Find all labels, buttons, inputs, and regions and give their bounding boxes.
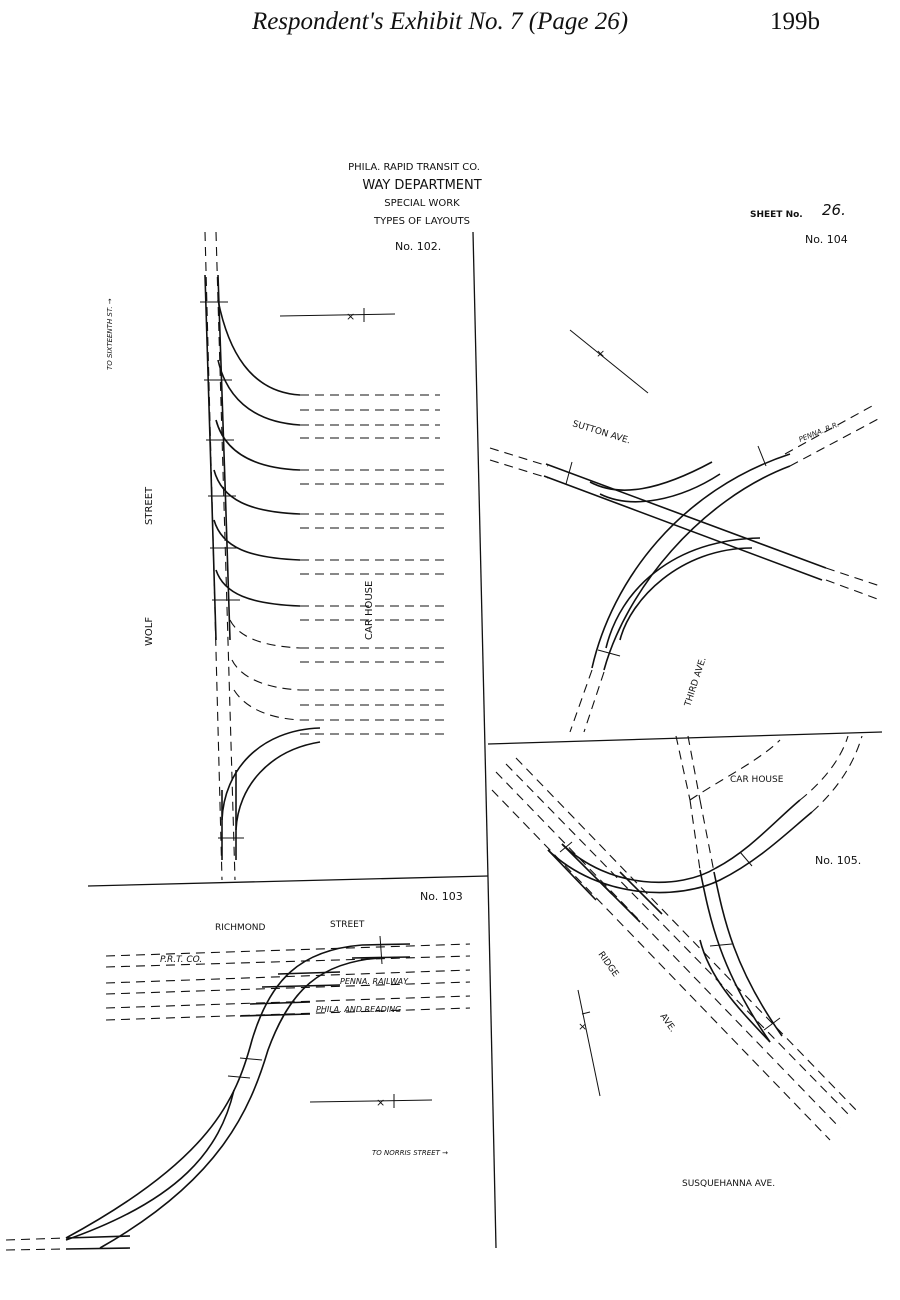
- track-label-prt: P.R.T. CO.: [160, 955, 203, 965]
- sheet-number: 26.: [822, 201, 846, 219]
- layout-label-103: No. 103: [420, 890, 463, 903]
- svg-text:×: ×: [578, 1020, 588, 1033]
- street-name-sutton: SUTTON AVE.: [571, 419, 632, 447]
- layout-no-103: [6, 890, 470, 1250]
- svg-text:×: ×: [376, 1096, 386, 1109]
- company-name: PHILA. RAPID TRANSIT CO.: [348, 162, 480, 173]
- svg-text:×: ×: [596, 347, 606, 360]
- title-block: [348, 162, 846, 227]
- track-label-penna-railway: PENNA. RAILWAY: [340, 977, 408, 986]
- direction-norris-street: TO NORRIS STREET →: [372, 1149, 449, 1157]
- department-name: WAY DEPARTMENT: [362, 178, 482, 193]
- layout-label-102: No. 102.: [395, 240, 442, 253]
- exhibit-title: Respondent's Exhibit No. 7 (Page 26): [251, 8, 629, 35]
- street-name-ridge-ave: AVE.: [657, 1011, 678, 1035]
- north-arrow-104: [570, 330, 648, 393]
- subject-name: SPECIAL WORK: [384, 198, 460, 209]
- layout-no-104: [490, 233, 880, 732]
- street-name-susquehanna: SUSQUEHANNA AVE.: [682, 1179, 776, 1189]
- building-car-house-102: CAR HOUSE: [364, 580, 375, 640]
- sheet-frame: [88, 232, 882, 1248]
- layout-label-105: No. 105.: [815, 854, 862, 867]
- building-car-house-105: CAR HOUSE: [730, 775, 784, 785]
- layout-no-102: [106, 232, 445, 880]
- street-name-richmond: RICHMOND: [215, 923, 266, 933]
- layout-label-104: No. 104: [805, 233, 848, 246]
- layout-no-105: [492, 736, 862, 1189]
- street-name-third: THIRD AVE.: [683, 656, 709, 708]
- track-label-phila-reading: PHILA. AND READING: [316, 1005, 402, 1014]
- north-arrow-102: [280, 308, 395, 323]
- street-name-street: STREET: [144, 486, 155, 525]
- street-name-ridge: RIDGE: [595, 949, 621, 980]
- svg-text:×: ×: [346, 310, 356, 323]
- layout-kind: TYPES OF LAYOUTS: [374, 216, 470, 227]
- railway-label-104: PENNA. R.R.: [797, 420, 841, 444]
- direction-sixteenth-street: TO SIXTEENTH ST. →: [106, 298, 114, 370]
- exhibit-page-number: 199b: [770, 8, 820, 35]
- street-name-street-103: STREET: [330, 920, 365, 930]
- north-arrow-105: [578, 990, 600, 1096]
- street-name-wolf: WOLF: [144, 616, 155, 646]
- north-arrow-103: [310, 1094, 432, 1109]
- sheet-label: SHEET No.: [750, 210, 803, 220]
